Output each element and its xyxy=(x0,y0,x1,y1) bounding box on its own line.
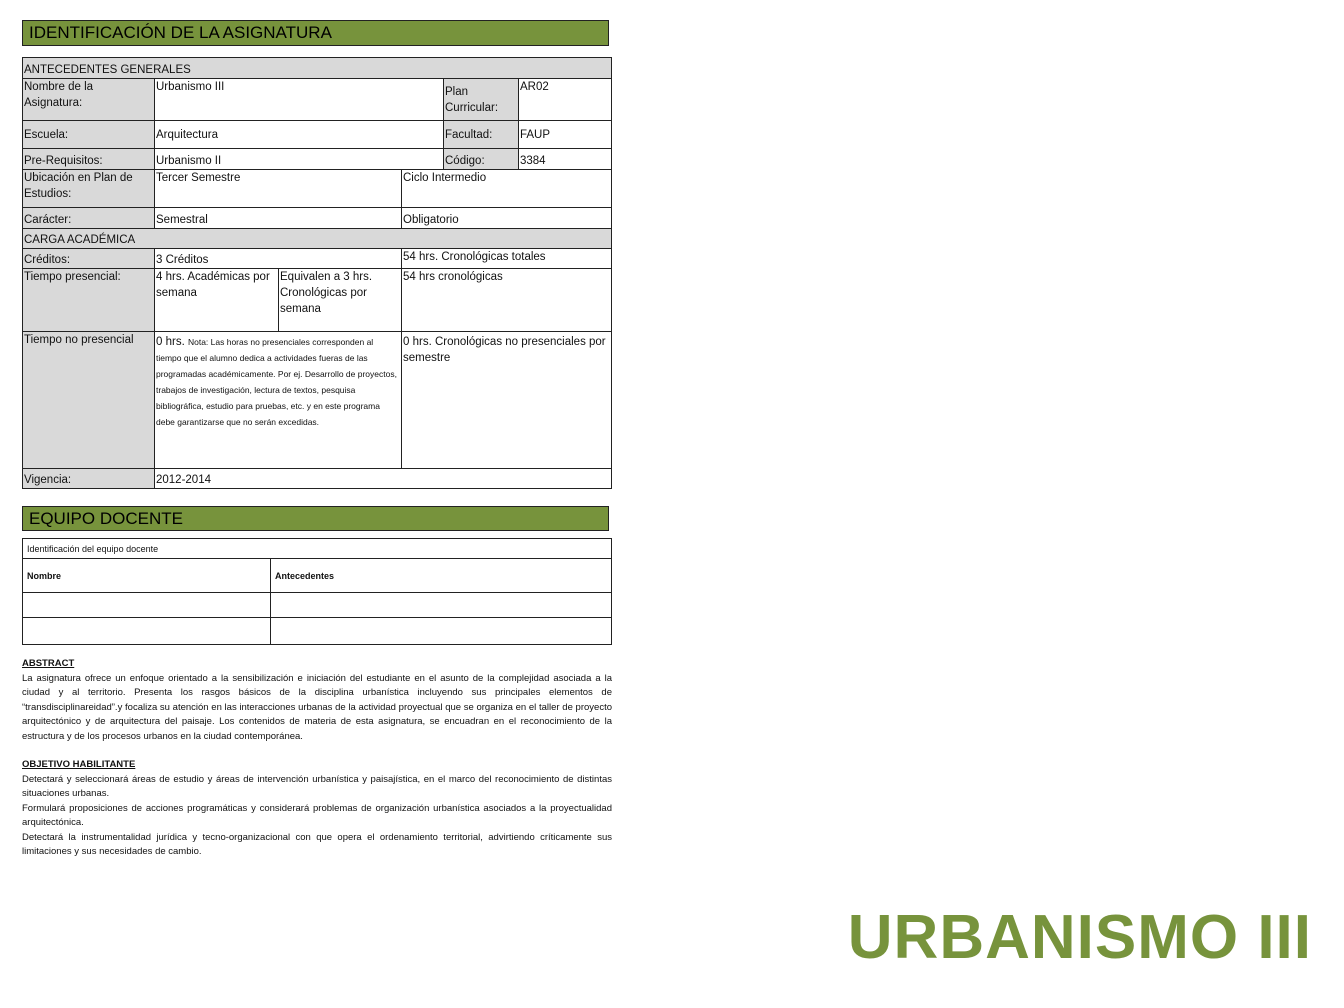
nopresencial-cell xyxy=(155,332,402,469)
section-title-identificacion: IDENTIFICACIÓN DE LA ASIGNATURA xyxy=(22,20,609,46)
antecedentes-table xyxy=(22,57,612,489)
col-antecedentes: Antecedentes xyxy=(271,559,612,593)
caracter-label: Carácter: xyxy=(23,208,155,229)
table-cell xyxy=(23,618,271,645)
objetivo-p2: Formulará proposiciones de acciones programáticas y considerará problemas de organización urbanística asociados a la proyectualidad arquitectónica. xyxy=(22,802,612,828)
creditos-value: 3 Créditos xyxy=(155,249,402,269)
presencial-label: Tiempo presencial: xyxy=(23,269,155,332)
nopresencial-total: 0 hrs. Cronológicas no presenciales por semestre xyxy=(402,332,612,469)
creditos-label: Créditos: xyxy=(23,249,155,269)
nopresencial-value: 0 hrs. xyxy=(156,336,185,348)
escuela-value: Arquitectura xyxy=(155,121,444,149)
ciclo-value: Ciclo Intermedio xyxy=(402,170,612,208)
ubicacion-label: Ubicación en Plan de Estudios: xyxy=(23,170,155,208)
general-label: ANTECEDENTES GENERALES xyxy=(23,58,612,79)
course-big-title: URBANISMO III xyxy=(847,903,1312,972)
codigo-value: 3384 xyxy=(519,149,612,170)
objetivo-block xyxy=(22,758,612,860)
presencial-value: 4 hrs. Académicas por semana xyxy=(155,269,279,332)
plan-label: Plan Curricular: xyxy=(444,79,519,121)
vigencia-value: 2012-2014 xyxy=(155,469,612,489)
nopresencial-label: Tiempo no presencial xyxy=(23,332,155,469)
section-title-equipo: EQUIPO DOCENTE xyxy=(22,506,609,531)
nombre-value: Urbanismo III xyxy=(155,79,444,121)
vigencia-label: Vigencia: xyxy=(23,469,155,489)
escuela-label: Escuela: xyxy=(23,121,155,149)
creditos-totales: 54 hrs. Cronológicas totales xyxy=(402,249,612,269)
table-cell xyxy=(271,618,612,645)
abstract-body: La asignatura ofrece un enfoque orientado a la sensibilización e iniciación del estudiante en el asunto de la complejidad asociada a la ciudad y al territorio. Presenta los rasgos básicos de la disciplina urbanística incluyendo sus principales elementos de “transdisciplinareidad”.y focaliza su atención en las interacciones urbanas de la actividad proyectual que se organiza en el taller de proyecto arquitectónico y de arquitectura del paisaje. Los contenidos de materia de esta asignatura, se encuadran en el reconocimiento de la estructura y de los procesos urbanos en la ciudad contemporánea. xyxy=(22,672,612,742)
table-cell xyxy=(23,593,271,618)
table-cell xyxy=(271,593,612,618)
facultad-value: FAUP xyxy=(519,121,612,149)
prereq-value: Urbanismo II xyxy=(155,149,444,170)
nopresencial-note: Nota: Las horas no presenciales corresponden al tiempo que el alumno dedica a actividades fueras de las programadas académicamente. Por ej. Desarrollo de proyectos, trabajos de investigación, lectura de textos, pesquisa bibliográfica, estudio para pruebas, etc. y en este programa debe garantizarse que no serán excedidas. xyxy=(156,337,397,427)
obligatorio-value: Obligatorio xyxy=(402,208,612,229)
objetivo-p1: Detectará y seleccionará áreas de estudio y áreas de intervención urbanística y paisajística, en el marco del reconocimiento de distintas situaciones urbanas. xyxy=(22,773,612,799)
presencial-equiv: Equivalen a 3 hrs. Cronológicas por semana xyxy=(279,269,402,332)
objetivo-title: OBJETIVO HABILITANTE xyxy=(22,759,136,770)
plan-value: AR02 xyxy=(519,79,612,121)
nombre-label: Nombre de la Asignatura: xyxy=(23,79,155,121)
abstract-title: ABSTRACT xyxy=(22,658,75,669)
equipo-ident-label: Identificación del equipo docente xyxy=(23,539,612,559)
ubicacion-value: Tercer Semestre xyxy=(155,170,402,208)
presencial-total: 54 hrs cronológicas xyxy=(402,269,612,332)
equipo-table xyxy=(22,538,612,645)
objetivo-p3: Detectará la instrumentalidad jurídica y tecno-organizacional con que opera el ordenamiento territorial, advirtiendo críticamente sus limitaciones y sus necesidades de cambio. xyxy=(22,831,612,857)
carga-label: CARGA ACADÉMICA xyxy=(23,229,612,249)
facultad-label: Facultad: xyxy=(444,121,519,149)
abstract-block xyxy=(22,657,612,744)
prereq-label: Pre-Requisitos: xyxy=(23,149,155,170)
caracter-value: Semestral xyxy=(155,208,402,229)
codigo-label: Código: xyxy=(444,149,519,170)
col-nombre: Nombre xyxy=(23,559,271,593)
